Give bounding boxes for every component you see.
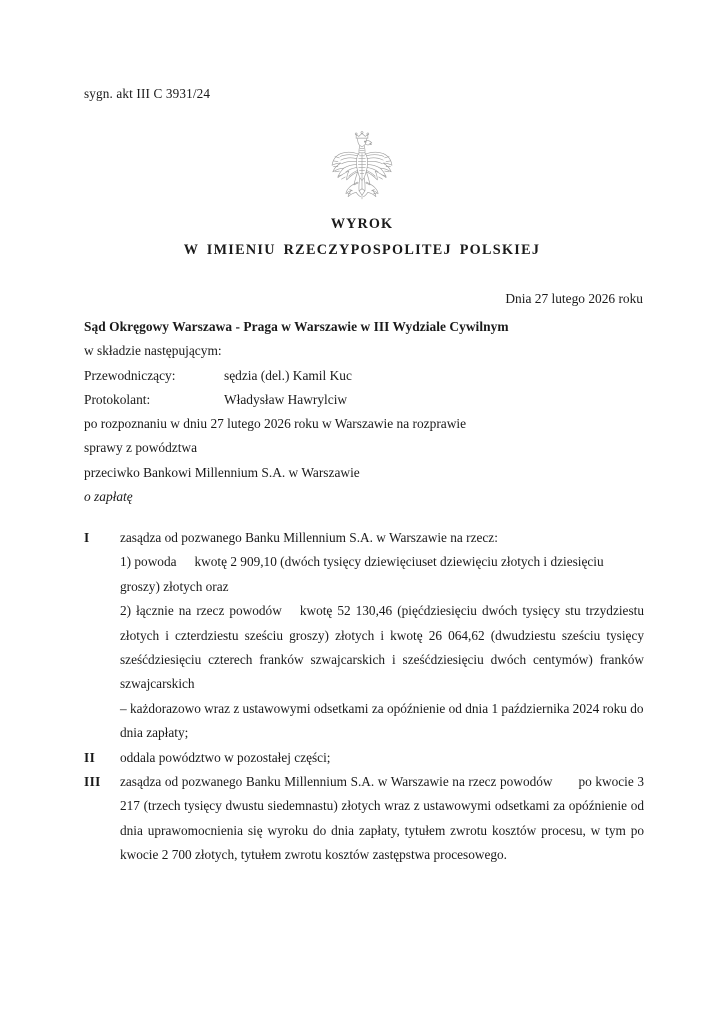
clause-ii [84, 746, 644, 770]
clause-i-numeral: I [84, 530, 90, 545]
recorder-value: Władysław Hawrylciw [224, 391, 348, 407]
court-name: Sąd Okręgowy Warszawa - Praga w Warszawie w III Wydziale Cywilnym [84, 319, 509, 334]
clause-iii [84, 770, 644, 868]
case-subject: o zapłatę [84, 489, 133, 505]
hearing-line: po rozpoznaniu w dniu 27 lutego 2026 roku w Warszawie na rozprawie [84, 416, 467, 432]
polish-eagle-emblem [325, 128, 399, 204]
sub-item-2-text: kwotę 52 130,46 (pięćdziesięciu dwóch tysięcy stu trzydziestu złotych i czterdziestu sześciu groszy) złotych i kwotę 26 064,62 (dwudziestu sześciu tysięcy sześćdziesięciu czterech franków szwajcarskich i sześćdziesięciu dwóch centymów) franków szwajcarskich [120, 603, 644, 692]
clause-iii-text [120, 770, 644, 868]
presiding-judge-row [84, 364, 644, 388]
composition-intro: w składzie następującym: [84, 343, 222, 359]
presiding-judge-label: Przewodniczący: [84, 367, 176, 383]
intro-block [84, 315, 644, 509]
plaintiff-line: sprawy z powództwa [84, 440, 198, 456]
interest-clause: – każdorazowo wraz z ustawowymi odsetkami za opóźnienie od dnia 1 października 2024 roku do dnia zapłaty; [120, 700, 644, 741]
case-signature: sygn. akt III C 3931/24 [84, 86, 211, 101]
page-subtitle: W IMIENIU RZECZYPOSPOLITEJ POLSKIEJ [183, 242, 541, 258]
clause-iii-numeral: III [84, 774, 101, 790]
page-title: WYROK [330, 216, 394, 232]
clause-ii-numeral: II [84, 749, 96, 765]
sub-item-2-label: 2) łącznie na rzecz powodów [120, 603, 282, 619]
clause-i [84, 526, 644, 550]
sub-item-1-label: 1) powoda [120, 554, 177, 570]
clause-ii-text: oddala powództwo w pozostałej części; [120, 749, 331, 765]
sub-item-2 [120, 599, 644, 697]
sub-item-1-text: kwotę 2 909,10 (dwóch tysięcy dziewięciuset dziewięciu złotych i dziesięciu groszy) złotych oraz [120, 554, 604, 594]
presiding-judge-value: sędzia (del.) Kamil Kuc [224, 367, 352, 383]
judgment-date: Dnia 27 lutego 2026 roku [505, 291, 643, 306]
operative-part [84, 526, 644, 868]
sub-item-1 [120, 550, 644, 599]
clause-iii-text-part1: zasądza od pozwanego Banku Millennium S.A. w Warszawie na rzecz powodów [120, 774, 553, 790]
clause-iii-text-part2: po kwocie 3 217 (trzech tysięcy dwustu siedemnastu) złotych wraz z ustawowymi odsetkami za opóźnienie od dnia uprawomocnienia się wyroku do dnia zapłaty, tytułem zwrotu kosztów procesu, w tym po kwocie 2 700 złotych, tytułem zwrotu kosztów zastępstwa procesowego. [120, 774, 644, 863]
recorder-label: Protokolant: [84, 391, 151, 407]
recorder-row [84, 388, 644, 412]
clause-i-text: zasądza od pozwanego Banku Millennium S.A. w Warszawie na rzecz: [120, 530, 498, 545]
emblem-container [0, 128, 724, 204]
defendant-line: przeciwko Bankowi Millennium S.A. w Warszawie [84, 464, 360, 480]
